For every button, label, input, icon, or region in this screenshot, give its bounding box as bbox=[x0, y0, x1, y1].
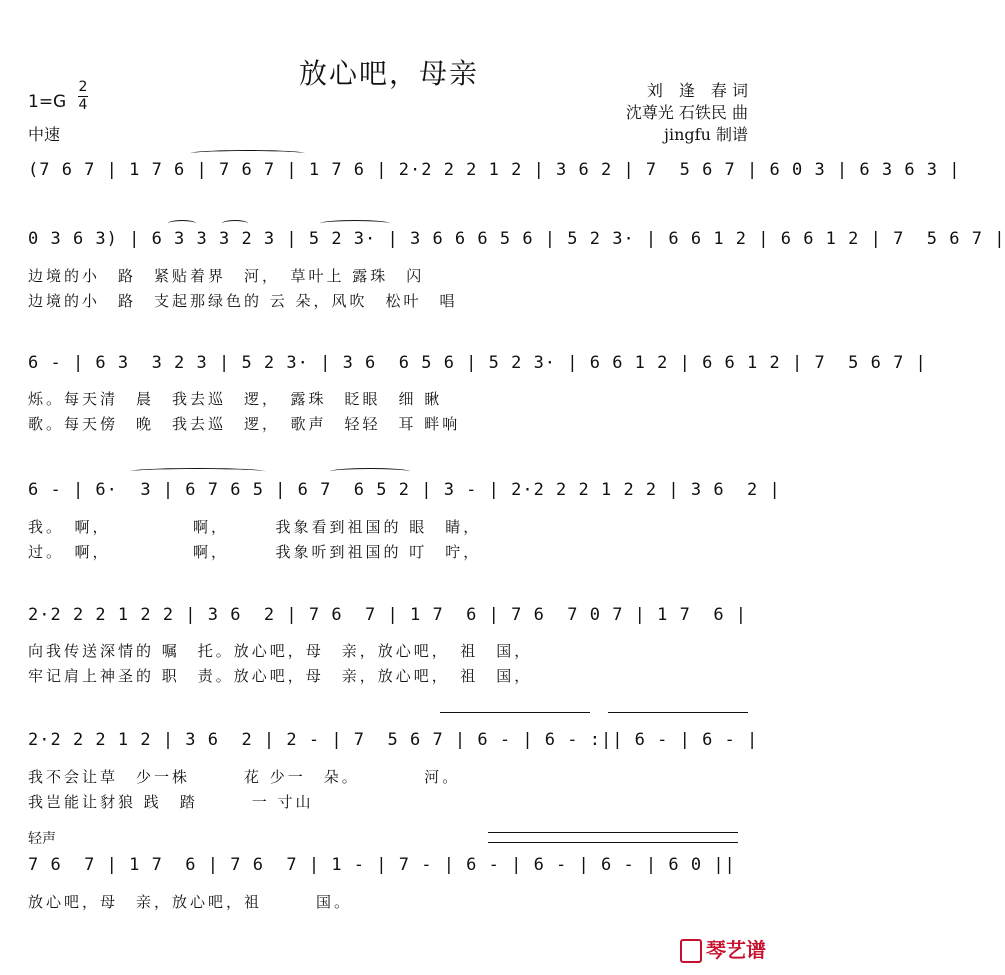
slur bbox=[190, 150, 305, 157]
lyric-line-5-verse-1: 向我传送深情的 嘱 托。放心吧，母 亲，放心吧， 祖 国， bbox=[28, 642, 533, 660]
lyric-line-3-verse-1: 烁。每天清 晨 我去巡 逻， 露珠 眨眼 细 瞅 bbox=[28, 390, 443, 408]
logo-icon bbox=[680, 939, 702, 963]
watermark-logo bbox=[680, 934, 766, 964]
slur bbox=[168, 220, 196, 227]
notation-line-5: 2·2 2 2 1 2 2 | 3 6 2 | 7 6 7 | 1 7 6 | 7 6 7 0 7 | 1 7 6 | bbox=[28, 605, 748, 625]
notation-line-4: 6 - | 6· 3 | 6 7 6 5 | 6 7 6 5 2 | 3 - | 2·2 2 2 1 2 2 | 3 6 2 | bbox=[28, 480, 781, 500]
meter-top: 2 bbox=[78, 79, 88, 95]
lyric-line-2-verse-2: 边境的小 路 支起那绿色的 云 朵，风吹 松叶 唱 bbox=[28, 292, 458, 310]
composer-credit: 沈尊光 石铁民 曲 bbox=[625, 103, 748, 122]
notation-line-2: 0 3 6 3) | 6 3 3 3 2 3 | 5 2 3· | 3 6 6 6 5 6 | 5 2 3· | 6 6 1 2 | 6 6 1 2 | 7 5 6 7 | bbox=[28, 229, 1005, 249]
key-signature: 1=G bbox=[28, 92, 67, 112]
slur bbox=[320, 220, 390, 227]
lyric-line-7: 放心吧，母 亲，放心吧，祖 国。 bbox=[28, 893, 353, 911]
logo-text: 琴艺谱 bbox=[706, 937, 766, 962]
notation-line-6: 2·2 2 2 1 2 | 3 6 2 | 2 - | 7 5 6 7 | 6 - | 6 - :|| 6 - | 6 - | bbox=[28, 730, 759, 750]
decrescendo-line-upper bbox=[488, 832, 738, 833]
ending-bracket-2 bbox=[608, 712, 748, 713]
lyric-line-5-verse-2: 牢记肩上神圣的 职 责。放心吧，母 亲，放心吧， 祖 国， bbox=[28, 667, 533, 685]
slur bbox=[330, 468, 410, 475]
dynamic-marking: 轻声 bbox=[28, 831, 56, 847]
notation-line-7: 7 6 7 | 1 7 6 | 7 6 7 | 1 - | 7 - | 6 - | 6 - | 6 - | 6 0 || bbox=[28, 855, 736, 875]
song-title: 放心吧，母亲 bbox=[298, 57, 479, 90]
lyric-line-4-verse-2: 过。 啊， 啊， 我象听到祖国的 叮 咛， bbox=[28, 543, 482, 561]
lyric-line-6-verse-2: 我岂能让豺狼 践 踏 一 寸山 bbox=[28, 793, 314, 811]
lyric-line-4-verse-1: 我。 啊， 啊， 我象看到祖国的 眼 睛， bbox=[28, 518, 482, 536]
lyric-line-3-verse-2: 歌。每天傍 晚 我去巡 逻， 歌声 轻轻 耳 畔响 bbox=[28, 415, 461, 433]
lyric-line-2-verse-1: 边境的小 路 紧贴着界 河， 草叶上 露珠 闪 bbox=[28, 267, 425, 285]
slur bbox=[130, 468, 265, 475]
lyricist-credit: 刘 逢 春 词 bbox=[646, 81, 748, 100]
meter-bottom: 4 bbox=[78, 97, 88, 113]
decrescendo-line-lower bbox=[488, 842, 738, 843]
notation-line-1: (7 6 7 | 1 7 6 | 7 6 7 | 1 7 6 | 2·2 2 2 1 2 | 3 6 2 | 7 5 6 7 | 6 0 3 | 6 3 6 3 | bbox=[28, 160, 961, 180]
slur bbox=[222, 220, 248, 227]
tempo-marking: 中速 bbox=[28, 125, 61, 144]
time-signature bbox=[78, 80, 88, 113]
notation-line-3: 6 - | 6 3 3 2 3 | 5 2 3· | 3 6 6 5 6 | 5 2 3· | 6 6 1 2 | 6 6 1 2 | 7 5 6 7 | bbox=[28, 353, 927, 373]
ending-bracket-1 bbox=[440, 712, 590, 713]
transcriber-credit: jingfu 制谱 bbox=[664, 125, 748, 144]
lyric-line-6-verse-1: 我不会让草 少一株 花 少一 朵。 河。 bbox=[28, 768, 461, 786]
